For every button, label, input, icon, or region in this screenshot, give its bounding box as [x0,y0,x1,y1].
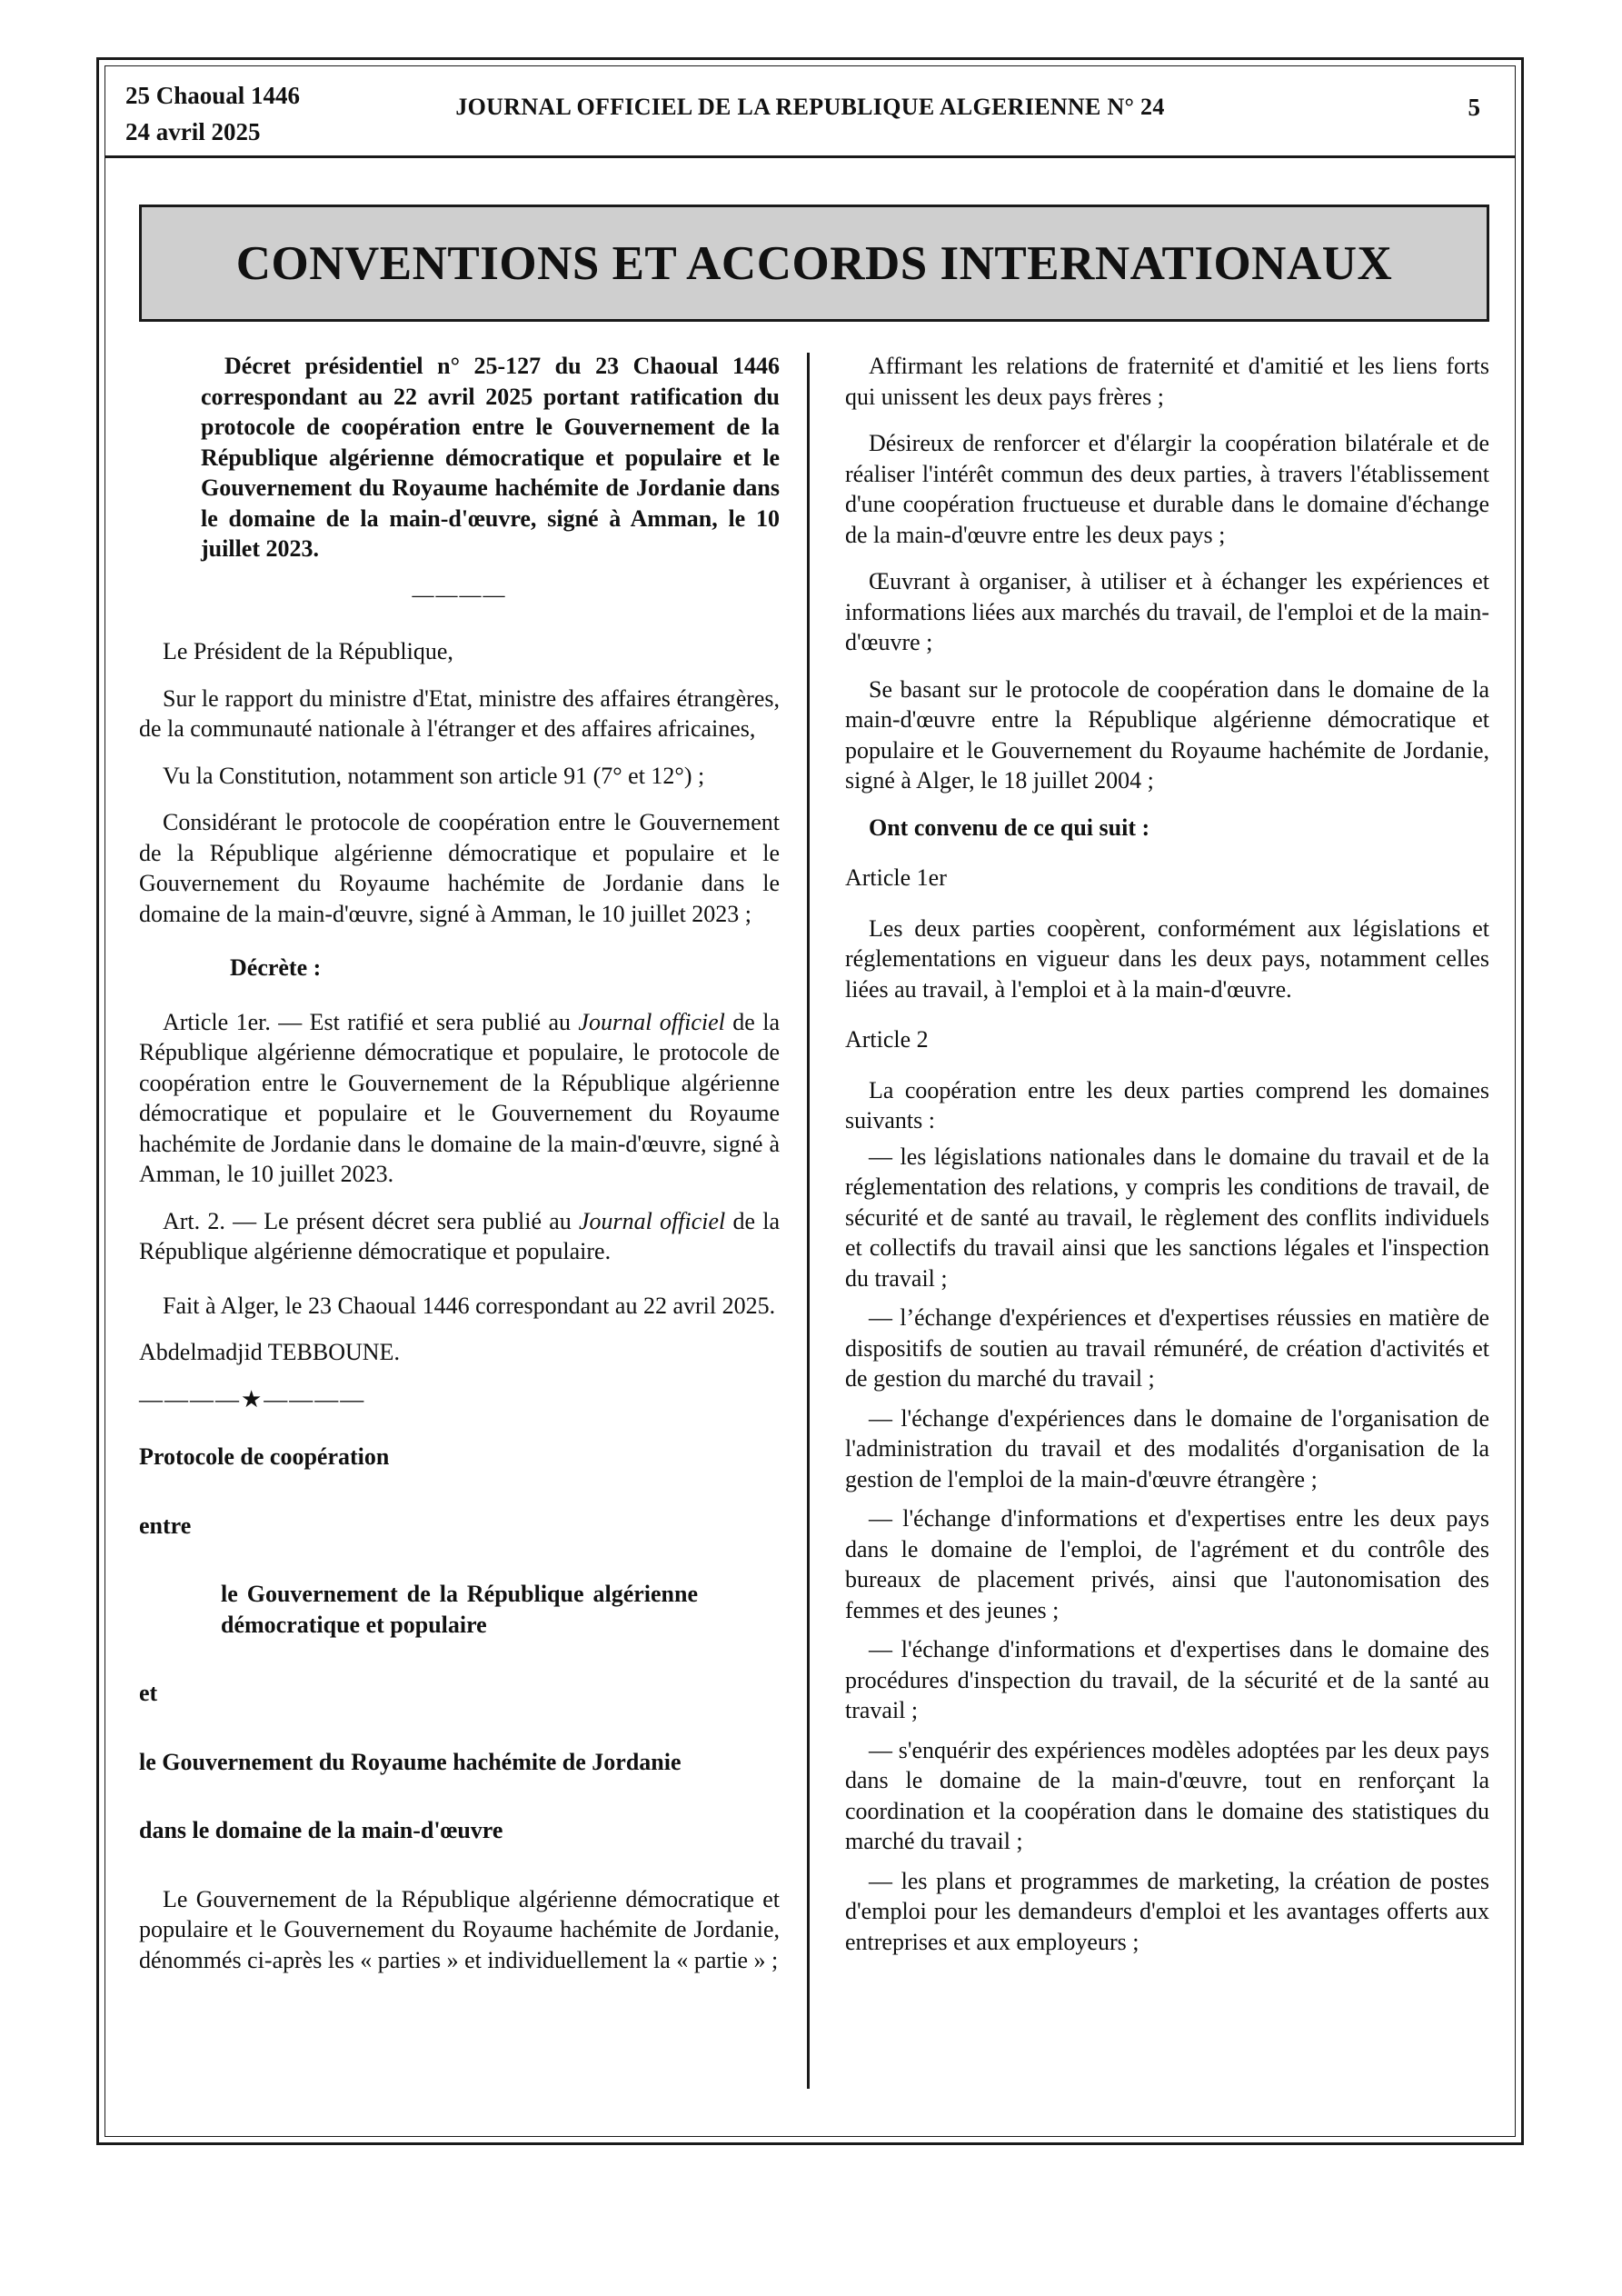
section-title: CONVENTIONS ET ACCORDS INTERNATIONAUX [235,237,1393,290]
article-2-journal-ref: Journal officiel [578,1207,726,1234]
article-1er-text: Les deux parties coopèrent, conformément aux législations et réglementations en vigueur dans les deux pays, notamment celles liées au travail, à l'emploi et à la main-d'œuvre. [845,914,1489,1003]
protocol-party-jordan: le Gouvernement du Royaume hachémite de Jordanie [139,1748,682,1775]
dash-separator: ———— [412,583,507,607]
article-1er-heading: Article 1er [845,864,947,891]
list-item: — l’échange d'expériences et d'expertises réussies en matière de dispositifs de soutien au travail rémunéré, de création d'activités et de gestion du marché du travail ; [845,1304,1489,1392]
paragraph-parties: Le Gouvernement de la République algérienne démocratique et populaire et le Gouvernement du Royaume hachémite de Jordanie, dénommés ci-après les « parties » et individuellement la « partie » ; [139,1885,780,1973]
paragraph-president: Le Président de la République, [163,638,453,664]
protocol-title: Protocole de coopération [139,1443,390,1470]
list-item: — l'échange d'informations et d'expertises dans le domaine des procédures d'inspection du travail, de la sécurité et de la santé au travail ; [845,1636,1489,1723]
paragraph-se-basant: Se basant sur le protocole de coopération dans le domaine de la main-d'œuvre entre la République algérienne démocratique et populaire et le Gouvernement du Royaume hachémite de Jordanie, signé à Alger, le 18 juillet 2004 ; [845,675,1489,794]
left-column [139,351,780,1992]
list-item: — l'échange d'informations et d'expertises entre les deux pays dans le domaine de l'emploi, de l'agrément et du contrôle des bureaux de placement privés, ainsi que l'autonomisation des femmes et des jeunes ; [845,1505,1489,1623]
section-banner [139,205,1489,322]
decree-title: Décret présidentiel n° 25-127 du 23 Chaoual 1446 correspondant au 22 avril 2025 portant ratification du protocole de coopération entre le Gouvernement de la République algérienne démocratique et populaire et le Gouvernement du Royaume hachémite de Jordanie dans le domaine de la main-d'œuvre, signé à Amman, le 10 juillet 2023. [201,353,780,562]
decrete-heading: Décrète : [230,954,322,981]
journal-title: JOURNAL OFFICIEL DE LA REPUBLIQUE ALGERIENNE N° 24 [455,94,1165,120]
header-rule [105,155,1515,158]
article-2-text-a: Art. 2. — Le présent décret sera publié au [163,1207,579,1234]
star-separator: ————★———— [139,1385,366,1413]
list-item: — l'échange d'expériences dans le domaine de l'organisation de l'administration du travail et des modalités d'organisation de la gestion de l'emploi de la main-d'œuvre étrangère ; [845,1404,1489,1492]
paragraph-desireux: Désireux de renforcer et d'élargir la coopération bilatérale et de réaliser l'intérêt commun des deux parties, à travers l'établissement d'une coopération fructueuse et durable dans le domaine d'échange de la main-d'œuvre entre les deux pays ; [845,430,1489,548]
page-frame [96,57,1524,2145]
paragraph-rapport: Sur le rapport du ministre d'Etat, ministre des affaires étrangères, de la communauté nationale à l'étranger et des affaires africaines, [139,684,780,742]
protocol-domain: dans le domaine de la main-d'œuvre [139,1817,503,1843]
article-2-text-b: de la République algérienne démocratique et populaire. [139,1207,780,1264]
protocol-party-algeria: le Gouvernement de la République algérienne démocratique et populaire [221,1581,698,1638]
page-frame-inner [104,65,1516,2137]
paragraph-constitution: Vu la Constitution, notamment son article 91 (7° et 12°) ; [163,762,705,789]
header-date-hijri: 25 Chaoual 1446 [125,82,301,109]
protocol-entre: entre [139,1512,192,1539]
convenu-heading: Ont convenu de ce qui suit : [869,814,1150,841]
header-date-gregorian: 24 avril 2025 [125,118,261,145]
article-1-paragraph [139,1007,780,1190]
article-2-heading: Article 2 [845,1026,929,1053]
article-2-paragraph [139,1206,780,1267]
article-1-journal-ref: Journal officiel [578,1008,725,1035]
fait-a-alger: Fait à Alger, le 23 Chaoual 1446 correspondant au 22 avril 2025. [163,1292,776,1319]
paragraph-considerant: Considérant le protocole de coopération entre le Gouvernement de la République algérienne démocratique et populaire et le Gouvernement du Royaume hachémite de Jordanie dans le domaine de la main-d'œuvre, signé à Amman, le 10 juillet 2023 ; [139,809,780,927]
paragraph-oeuvrant: Œuvrant à organiser, à utiliser et à échanger les expériences et informations liées aux marchés du travail, de l'emploi et de la main-d'œuvre ; [845,568,1489,655]
paragraph-affirmant: Affirmant les relations de fraternité et d'amitié et les liens forts qui unissent les deux pays frères ; [845,353,1489,410]
article-1-text-b: de la République algérienne démocratique et populaire, le protocole de coopération entre le Gouvernement de la République algérienne démocratique et populaire et le Gouvernement du Royaume hachémite de Jordanie dans le domaine de la main-d'œuvre, signé à Amman, le 10 juillet 2023. [139,1008,780,1187]
column-divider [807,353,810,2089]
right-column [845,351,1489,1966]
signatory: Abdelmadjid TEBBOUNE. [139,1339,400,1365]
list-item: — les législations nationales dans le domaine du travail et de la réglementation des relations, y compris les conditions de travail, de sécurité et de santé au travail, le règlement des conflits individuels et collectifs du travail ainsi que les sanctions légales et l'inspection du travail ; [845,1143,1489,1292]
article-2-text: La coopération entre les deux parties comprend les domaines suivants : [845,1076,1489,1133]
list-item: — s'enquérir des expériences modèles adoptées par les deux pays dans le domaine de la main-d'œuvre, tout en renforçant la coordination et la coopération dans le domaine des statistiques du marché du travail ; [845,1736,1489,1854]
page-number: 5 [1468,94,1480,121]
article-1-text-a: Article 1er. — Est ratifié et sera publié au [163,1008,579,1035]
list-item: — les plans et programmes de marketing, la création de postes d'emploi pour les demandeurs d'emploi et les avantages offerts aux entreprises et aux employeurs ; [845,1867,1489,1955]
protocol-et: et [139,1680,158,1706]
